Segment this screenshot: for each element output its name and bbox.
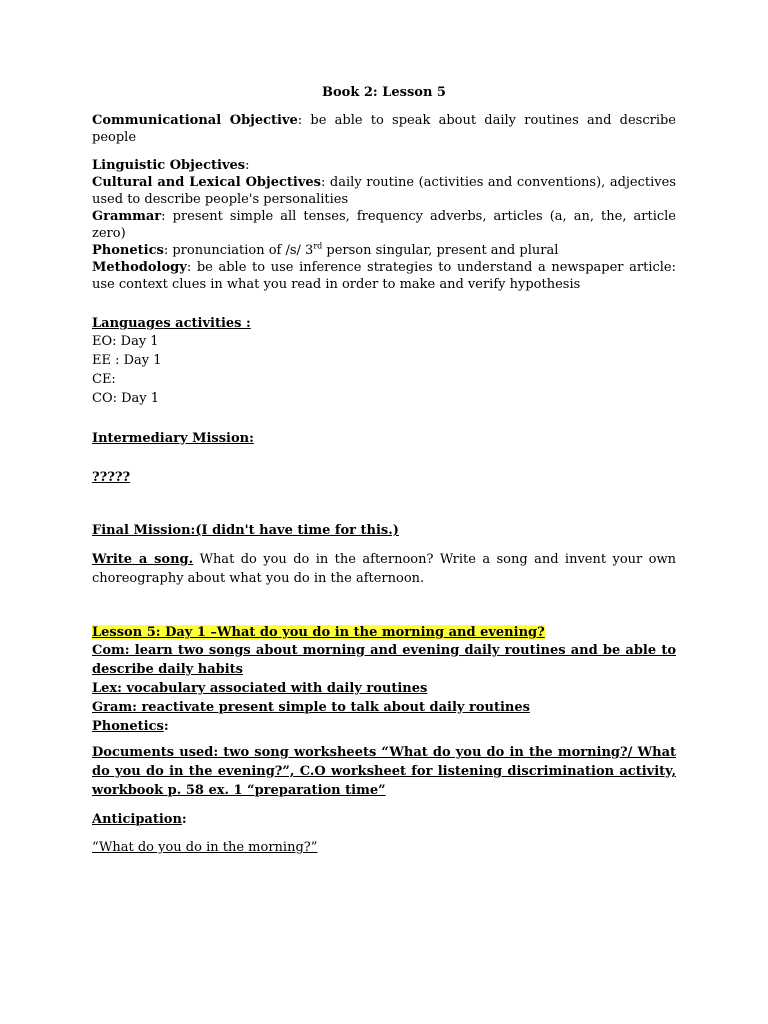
communicational-objective-text: : be able to speak about daily routines and describe people (92, 113, 676, 145)
final-mission-heading: Final Mission:(I didn't have time for this.) (92, 523, 399, 538)
linguistic-objectives (92, 157, 676, 174)
intermediary-mission-value: ????? (92, 470, 131, 485)
lesson-phonetics-colon: : (163, 719, 169, 734)
lesson-gram: Gram: reactivate present simple to talk about daily routines (92, 700, 530, 715)
intermediary-mission-colon: : (249, 431, 254, 446)
anticipation-quote: “What do you do in the morning?” (92, 840, 318, 855)
cultural-lexical-label: Cultural and Lexical Objectives (92, 175, 321, 190)
communicational-objective (92, 112, 676, 146)
grammar-label: Grammar (92, 209, 162, 224)
activity-item: EO: Day 1 (92, 334, 159, 349)
methodology-objective (92, 259, 676, 293)
phonetics-text-a: : pronunciation of /s/ 3 (163, 243, 314, 258)
final-mission-task (92, 550, 676, 588)
grammar-text: : present simple all tenses, frequency adverbs, articles (a, an, the, article zero) (92, 209, 676, 241)
activity-item: CE: (92, 372, 116, 387)
lesson-documents: Documents used: two song worksheets “What do you do in the morning?/ What do you do in the evening?”, C.O worksheet for listening discrimination activity, workbook p. 58 ex. 1 “preparation time” (92, 745, 676, 798)
anticipation-colon: : (181, 812, 187, 827)
intermediary-mission-label: Intermediary Mission (92, 431, 250, 446)
phonetics-label: Phonetics (92, 243, 164, 258)
final-mission-task-label: Write a song. (92, 552, 194, 567)
cultural-lexical-objectives (92, 174, 676, 208)
methodology-text: : be able to use inference strategies to understand a newspaper article: use context clues in what you read in order to make and verify hypothesis (92, 260, 676, 292)
phonetics-objective (92, 242, 676, 259)
activity-item: CO: Day 1 (92, 391, 160, 406)
lesson-com: Com: learn two songs about morning and evening daily routines and be able to describe daily habits (92, 643, 676, 677)
grammar-objective (92, 208, 676, 242)
anticipation-heading (92, 811, 676, 828)
linguistic-objectives-label: Linguistic Objectives (92, 158, 246, 173)
communicational-objective-label: Communicational Objective (92, 113, 298, 128)
linguistic-objectives-colon: : (245, 158, 250, 173)
lesson-heading-highlight: Lesson 5: Day 1 –What do you do in the morning and evening? (92, 625, 545, 640)
final-mission-task-text: What do you do in the afternoon? Write a song and invent your own choreography about what you do in the afternoon. (92, 552, 676, 586)
lesson-phonetics (92, 717, 676, 736)
lesson-phonetics-label: Phonetics (92, 719, 164, 734)
phonetics-superscript: rd (313, 241, 323, 251)
activities-heading: Languages activities : (92, 316, 251, 331)
anticipation-label: Anticipation (92, 812, 182, 827)
methodology-label: Methodology (92, 260, 187, 275)
document-title: Book 2: Lesson 5 (322, 85, 446, 100)
document-page (92, 84, 676, 856)
lesson-lex: Lex: vocabulary associated with daily routines (92, 681, 428, 696)
cultural-lexical-text: : daily routine (activities and conventions), adjectives used to describe people's personalities (92, 175, 677, 207)
activity-item: EE : Day 1 (92, 353, 162, 368)
lesson-heading (92, 624, 676, 641)
intermediary-mission-heading (92, 430, 676, 447)
phonetics-text-b: person singular, present and plural (322, 243, 559, 258)
